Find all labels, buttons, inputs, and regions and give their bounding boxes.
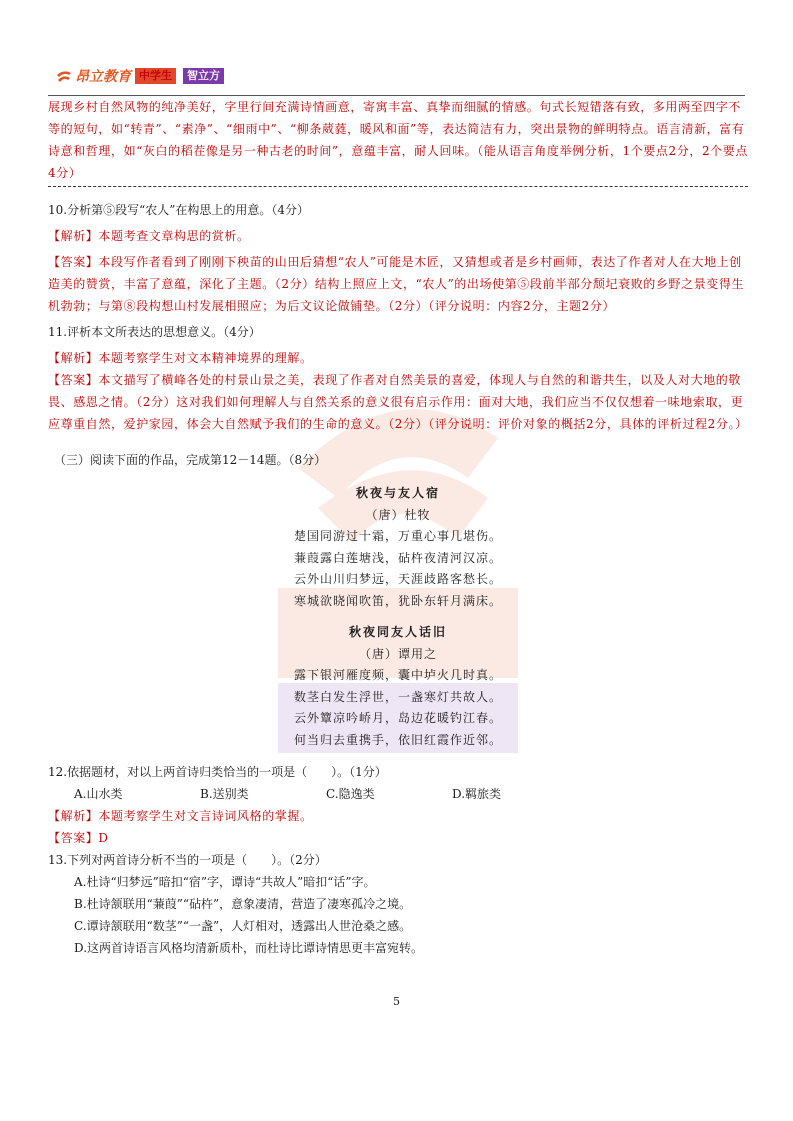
question-11: 11.评析本文所表达的思想意义。（4分） [48, 325, 261, 339]
poem-1-title: 秋夜与友人宿 [355, 486, 440, 500]
brand-logo-icon [56, 69, 72, 83]
question-13: 13.下列对两首诗分析不当的一项是（ ）。（2分） [48, 853, 327, 867]
q12-analysis: 【解析】本题考察学生对文言诗词风格的掌握。 [48, 809, 313, 823]
q13-option-b: B.杜诗颔联用“蒹葭”“砧杵”，意象凄清，营造了凄寒孤冷之境。 [74, 897, 412, 911]
question-10: 10.分析第⑤段写“农人”在构思上的用意。（4分） [48, 203, 309, 217]
tag-middle-school: 中学生 [135, 68, 176, 84]
section-3-heading: （三）阅读下面的作品，完成第12－14题。（8分） [54, 453, 327, 467]
question-12: 12.依据题材，对以上两首诗归类恰当的一项是（ ）。（1分） [48, 765, 387, 779]
brand-name: 昂立教育 [75, 69, 131, 85]
document-body [48, 96, 748, 959]
q12-option-a: A.山水类 [74, 787, 123, 801]
q11-analysis: 【解析】本题考察学生对文本精神境界的理解。 [48, 351, 313, 365]
q12-option-b: B.送别类 [200, 787, 249, 801]
poem-1-line: 蒹葭露白莲塘浅，砧杵夜清河汉凉。 [293, 550, 502, 565]
poem-2 [48, 622, 748, 751]
q13-option-c: C.谭诗颔联用“数茎”“一盏”，人灯相对，透露出人世沧桑之感。 [74, 919, 412, 933]
q12-option-c: C.隐逸类 [326, 787, 375, 801]
tag-zhilifang: 智立方 [183, 68, 224, 84]
q13-option-a: A.杜诗“归梦远”暗扣“宿”字，谭诗“共故人”暗扣“话”字。 [74, 875, 376, 889]
page-number: 5 [393, 995, 400, 1008]
poem-1-line: 楚国同游过十霜，万重心事几堪伤。 [293, 529, 502, 543]
poem-1-line: 云外山川归梦远，天涯歧路客愁长。 [293, 572, 502, 586]
poem-1-author: （唐）杜牧 [365, 507, 431, 522]
poem-2-line: 云外簟凉吟峤月，岛边花暖钓江春。 [293, 711, 502, 725]
answer-continued: 展现乡村自然风物的纯净美好，字里行间充满诗情画意，寄寓丰富、真挚而细腻的情感。句式长短错落有致，多用两至四字不等的短句，如“转青”、“素净”、“细雨中”、“柳条葳蕤，暖风和面”等，表达简洁有力，突出景物的鲜明特点。语言清新，富有诗意和哲理，如“灰白的稻茬像是另一种古老的时间”，意蕴丰富，耐人回味。（能从语言角度举例分析，1个要点2分，2个要点4分） [48, 100, 748, 180]
poem-2-line: 数茎白发生浮世，一盏寒灯共故人。 [293, 689, 502, 704]
q12-option-d: D.羁旅类 [452, 787, 502, 801]
divider [48, 186, 748, 187]
poem-2-author: （唐）谭用之 [358, 646, 437, 661]
q12-answer: 【答案】D [48, 831, 109, 845]
poem-1 [48, 483, 748, 612]
brand-logo [56, 66, 131, 86]
poem-2-title: 秋夜同友人话旧 [348, 625, 447, 639]
q13-option-d: D.这两首诗语言风格均清新质朴，而杜诗比谭诗情思更丰富宛转。 [74, 941, 424, 955]
page-header [56, 66, 224, 86]
poem-2-line: 露下银河雁度频，囊中垆火几时真。 [293, 668, 502, 682]
q11-answer: 【答案】本文描写了横峰各处的村景山景之美，表现了作者对自然美景的喜爱，体现人与自然的和谐共生，以及人对大地的敬畏、感恩之情。（2分）这对我们如何理解人与自然关系的意义很有启示作用：面对大地，我们应当不仅仅想着一味地索取，更应尊重自然，爱护家园，体会大自然赋予我们的生命的意义。（2分）（评分说明：评价对象的概括2分，具体的评析过程2分。） [48, 373, 748, 431]
poem-1-line: 寒城欲晓闻吹笛，犹卧东轩月满床。 [293, 593, 502, 608]
q10-answer: 【答案】本段写作者看到了刚刚下秧苗的山田后猜想“农人”可能是木匠，又猜想或者是乡村画师，表达了作者对人在大地上创造美的赞赏，丰富了意蕴，深化了主题。（2分）结构上照应上文，“农人”的出场使第⑤段前半部分颓圮衰败的乡野之景变得生机勃勃；与第⑧段构想山村发展相照应；为后文议论做铺垫。（2分）（评分说明：内容2分，主题2分） [48, 255, 745, 313]
q10-analysis: 【解析】本题考查文章构思的赏析。 [48, 229, 250, 243]
q12-options [48, 783, 748, 805]
poem-2-line: 何当归去重携手，依旧红霞作近邻。 [293, 732, 502, 747]
